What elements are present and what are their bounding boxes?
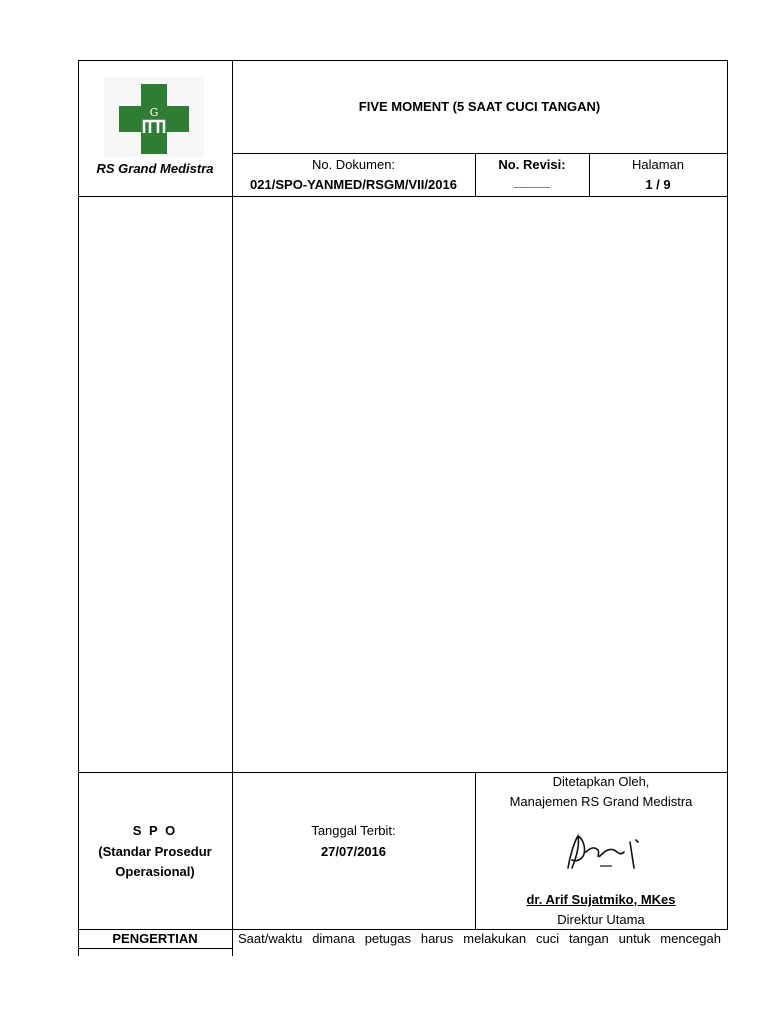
ditetapkan-organization: Manajemen RS Grand Medistra <box>509 794 693 809</box>
hospital-name: RS Grand Medistra <box>96 161 214 176</box>
header-title-divider <box>232 153 727 154</box>
pengertian-text: Saat/waktu dimana petugas harus melakukan cuci tangan untuk mencegah <box>238 931 721 946</box>
no-revisi-value: _____ <box>513 174 551 189</box>
no-dokumen-label: No. Dokumen: <box>311 157 396 172</box>
signature-image <box>560 828 650 876</box>
no-dokumen-value: 021/SPO-YANMED/RSGM/VII/2016 <box>250 177 457 192</box>
halaman-value: 1 / 9 <box>645 177 671 192</box>
pengertian-label: PENGERTIAN <box>112 931 198 946</box>
spo-subtitle-line1: (Standar Prosedur <box>98 844 212 859</box>
table-border-right <box>727 60 728 930</box>
signer-title: Direktur Utama <box>557 912 645 927</box>
tanggal-terbit-value: 27/07/2016 <box>320 844 387 859</box>
spo-subtitle-line2: Operasional) <box>115 864 195 879</box>
tanggal-terbit-label: Tanggal Terbit: <box>311 823 396 838</box>
spo-heading: S P O <box>132 823 178 838</box>
table-border-top <box>78 60 727 61</box>
signer-name: dr. Arif Sujatmiko, MKes <box>526 892 676 907</box>
ditetapkan-label: Ditetapkan Oleh, <box>552 774 650 789</box>
svg-text:G: G <box>149 106 159 119</box>
header-bottom-border <box>78 196 727 197</box>
halaman-label: Halaman <box>631 157 685 172</box>
document-title: FIVE MOMENT (5 SAAT CUCI TANGAN) <box>358 99 601 114</box>
hospital-logo <box>104 77 204 157</box>
no-revisi-label: No. Revisi: <box>498 157 566 172</box>
